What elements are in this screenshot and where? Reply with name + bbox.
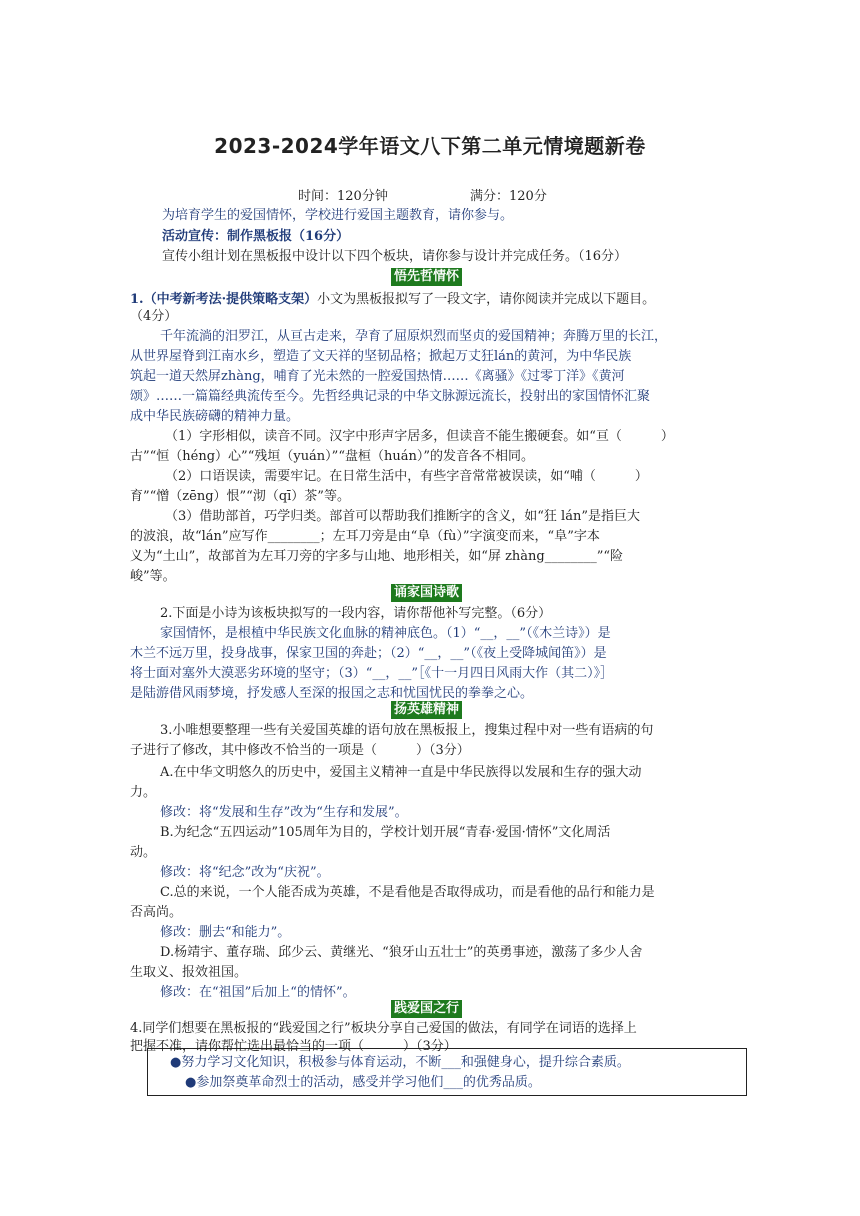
q1-points: （4分） [130,309,178,324]
section-heading: 诵家国诗歌 [391,584,462,602]
q3-line: 修改：在“祖国”后加上“的情怀”。 [160,985,356,1000]
q1-sub-line: 古”“恒（héng）心”“残垣（yuán）”“盘桓（huán）”的发音各不相同。 [130,449,534,464]
q3-line: D.杨靖宇、董存瑞、邱少云、黄继光、“狼牙山五壮士”的英勇事迹，激荡了多少人舍 [160,945,643,960]
q1-passage-line: 筑起一道天然屏zhàng，哺育了光未然的一腔爱国热情……《离骚》《过零丁洋》《黄河 [130,369,625,384]
q4-box-line: ●努力学习文化知识，积极参与体育运动，不断___和强健身心，提升综合素质。 [170,1055,630,1070]
q1-sub-line: 的波浪，故“lán”应写作________；左耳刀旁是由“阜（fù）”字演变而来，“阜”字本 [130,529,600,544]
exam-time: 时间：120分钟 [298,189,388,204]
intro-text: 为培育学生的爱国情怀，学校进行爱国主题教育，请你参与。 [162,208,514,223]
q1-passage-line: 颂》……一篇篇经典流传至今。先哲经典记录的中华文脉源远流长，投射出的家国情怀汇聚 [130,389,651,404]
q1-sub-line: 义为“土山”，故部首为左耳刀旁的字多与山地、地形相关，如“屏 zhàng________”“险 [130,549,624,564]
q3-line: 力。 [130,785,157,800]
q1-head: 1.（中考新考法·提供策略支架） [130,292,318,307]
q1-sub-line: （2）口语误读，需要牢记。在日常生活中，有些字音常常被误读，如“哺（ ） [165,469,648,484]
q1-sub-line: （3）借助部首，巧学归类。部首可以帮助我们推断字的含义，如“狂 lán”是指巨大 [165,509,640,524]
q2-stem: 2.下面是小诗为该板块拟写的一段内容，请你帮他补写完整。（6分） [160,606,552,621]
q1-passage-line: 从世界屋脊到江南水乡，塑造了文天祥的坚韧品格；掀起万丈狂lán的黄河，为中华民族 [130,349,632,364]
q2-passage-line: 木兰不远万里，投身战事，保家卫国的奔赴；（2）“__，__”（《夜上受降城闻笛》）是 [130,646,607,661]
q3-line: C.总的来说，一个人能否成为英雄，不是看他是否取得成功，而是看他的品行和能力是 [160,885,655,900]
q3-line: A.在中华文明悠久的历史中，爱国主义精神一直是中华民族得以发展和生存的强大动 [160,765,642,780]
q3-line: 否高尚。 [130,905,183,920]
q3-line: 修改：删去“和能力”。 [160,925,291,940]
q2-passage-line: 将士面对塞外大漠恶劣环境的坚守；（3）“__，__”［《十一月四日风雨大作（其二）》］ [130,666,614,681]
q4-line: 4.同学们想要在黑板报的“践爱国之行”板块分享自己爱国的做法，有同学在词语的选择上 [130,1021,637,1036]
q1-passage-line: 千年流淌的汨罗江，从亘古走来，孕育了屈原炽烈而坚贞的爱国精神；奔腾万里的长江， [160,329,668,344]
q4-box-line: ●参加祭奠革命烈士的活动，感受并学习他们___的优秀品质。 [185,1075,541,1090]
q3-line: 3.小唯想要整理一些有关爱国英雄的语句放在黑板报上，搜集过程中对一些有语病的句 [160,723,654,738]
q1-stem [130,289,655,310]
q3-line: 修改：将“纪念”改为“庆祝”。 [160,865,330,880]
q3-line: 修改：将“发展和生存”改为“生存和发展”。 [160,805,408,820]
q1-passage-line: 成中华民族磅礴的精神力量。 [130,409,300,424]
q1-sub-line: 峻”等。 [130,569,176,584]
q3-line: 子进行了修改，其中修改不恰当的一项是（ ）（3分） [130,743,470,758]
q3-line: B.为纪念“五四运动”105周年为目的，学校计划开展“青春·爱国·情怀”文化周活 [160,825,611,840]
activity-title: 活动宣传：制作黑板报（16分） [162,229,350,244]
q1-head-rest: 小文为黑板报拟写了一段文字，请你阅读并完成以下题目。 [317,292,656,307]
q1-sub-line: （1）字形相似，读音不同。汉字中形声字居多，但读音不能生搬硬套。如“亘（ ） [165,429,674,444]
q4-line: 把握不准，请你帮忙选出最恰当的一项（ ）（3分） [130,1039,457,1054]
q2-passage-line: 家国情怀，是根植中华民族文化血脉的精神底色。（1）“__，__”（《木兰诗》）是 [160,626,611,641]
section-heading: 扬英雄精神 [391,701,462,719]
exam-score: 满分：120分 [470,189,547,204]
q3-line: 动。 [130,845,157,860]
q1-sub-line: 育”“憎（zēng）恨”“沏（qī）茶”等。 [130,489,350,504]
section-heading: 践爱国之行 [391,1000,462,1018]
q3-line: 生取义、报效祖国。 [130,965,248,980]
task-text: 宣传小组计划在黑板报中设计以下四个板块，请你参与设计并完成任务。（16分） [162,249,628,264]
page-title: 2023-2024学年语文八下第二单元情境题新卷 [214,134,646,158]
section-heading: 悟先哲情怀 [391,268,462,286]
q2-passage-line: 是陆游借风雨梦境，抒发感人至深的报国之志和忧国忧民的拳拳之心。 [130,686,534,701]
